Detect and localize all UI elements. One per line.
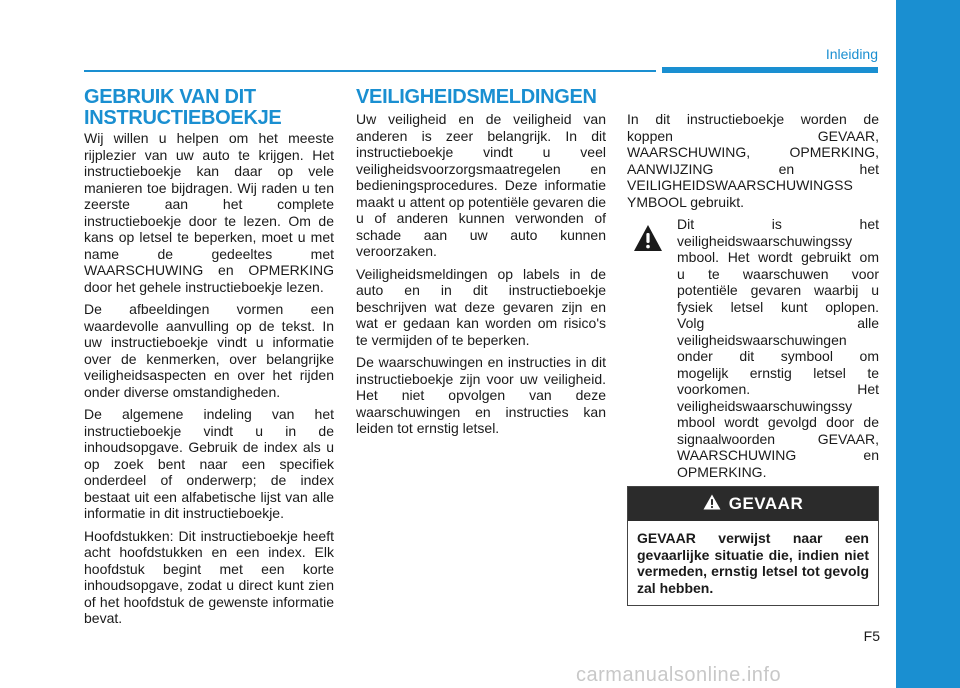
right-column (627, 111, 879, 480)
heading-line-2: INSTRUCTIEBOEKJE (84, 107, 282, 129)
heading-veiligheidsmeldingen: VEILIGHEIDSMELDINGEN (356, 86, 597, 108)
intro-paragraph: In dit instructieboekje worden de koppen GEVAAR, WAARSCHUWING, OPMERKING, AANWIJZING en het VEILIGHEIDSWAARSCHUWINGSS YMBOOL gebruikt. (627, 111, 879, 210)
page-number: F5 (863, 628, 880, 644)
danger-box-header (628, 487, 878, 521)
warning-triangle-icon (633, 224, 663, 256)
paragraph: Uw veiligheid en de veiligheid van anderen is zeer belangrijk. In dit instructieboekje vindt u veel veiligheidsvoorzorgsmaatregelen en bedieningsprocedures. Deze informatie maakt u attent op potentiële gevaren die u of anderen kunnen verwonden of schade aan uw auto kunnen veroorzaken. (356, 111, 606, 259)
left-column (84, 130, 334, 633)
paragraph: Hoofdstukken: Dit instructieboekje heeft acht hoofdstukken en een index. Elk hoofdstuk begint met een korte inhoudsopgave, zodat u direct kunt zien of het hoofdstuk de gewenste informatie bevat. (84, 527, 334, 626)
heading-gebruik (84, 87, 281, 129)
section-title: Inleiding (825, 46, 878, 62)
middle-column (356, 111, 606, 443)
paragraph: Veiligheidsmeldingen op labels in de auto en in dit instructieboekje beschrijven wat deze gevaren zijn en wat er gedaan kan worden om risico's te vermijden of te beperken. (356, 265, 606, 348)
symbol-description: Dit is het veiligheidswaarschuwingssy mbool. Het wordt gebruikt om u te waarschuwen voor potentiële gevaren waarbij u fysiek letsel kunt oplopen. Volg alle veiligheidswaarschuwingen onder dit symbool om mogelijk ernstig letsel te voorkomen. Het veiligheidswaarschuwingssy mbool wordt gevolgd door de signaalwoorden GEVAAR, WAARSCHUWING en OPMERKING. (677, 216, 879, 480)
paragraph: De waarschuwingen en instructies in dit instructieboekje zijn voor uw veiligheid. Het niet opvolgen van deze waarschuwingen en instructies kan leiden tot ernstig letsel. (356, 354, 606, 436)
watermark: carmanualsonline.info (576, 664, 782, 686)
heading-line-1: GEBRUIK VAN DIT (84, 86, 256, 108)
paragraph: De afbeeldingen vormen een waardevolle aanvulling op de tekst. In uw instructieboekje vindt u informatie over de kenmerken, over belangrijke veiligheidsaspecten en over het rijden onder diverse omstandigheden. (84, 301, 334, 400)
header-rule-accent (662, 67, 878, 73)
paragraph: De algemene indeling van het instructieboekje vindt u in de inhoudsopgave. Gebruik de index als u op zoek bent naar een specifiek onderdeel of onderwerp; de index bestaat uit een alfabetische lijst van alle informatie in dit instructieboekje. (84, 406, 334, 521)
chapter-side-tab (896, 0, 960, 688)
danger-box (627, 486, 879, 606)
danger-box-body: GEVAAR verwijst naar een gevaarlijke situatie die, indien niet vermeden, ernstig letsel tot gevolg zal hebben. (637, 530, 869, 596)
warning-triangle-icon (703, 494, 721, 515)
safety-symbol-block (627, 216, 879, 480)
paragraph: Wij willen u helpen om het meeste rijplezier van uw auto te krijgen. Het instructieboekje kan daar op vele manieren toe bijdragen. Wij raden u ten zeerste aan het complete instructieboekje door te lezen. Om de kans op letsel te beperken, moet u met name de gedeeltes met WAARSCHUWING en OPMERKING door het gehele instructieboekje lezen. (84, 130, 334, 295)
danger-box-title: GEVAAR (728, 494, 804, 513)
header-rule (84, 70, 656, 72)
